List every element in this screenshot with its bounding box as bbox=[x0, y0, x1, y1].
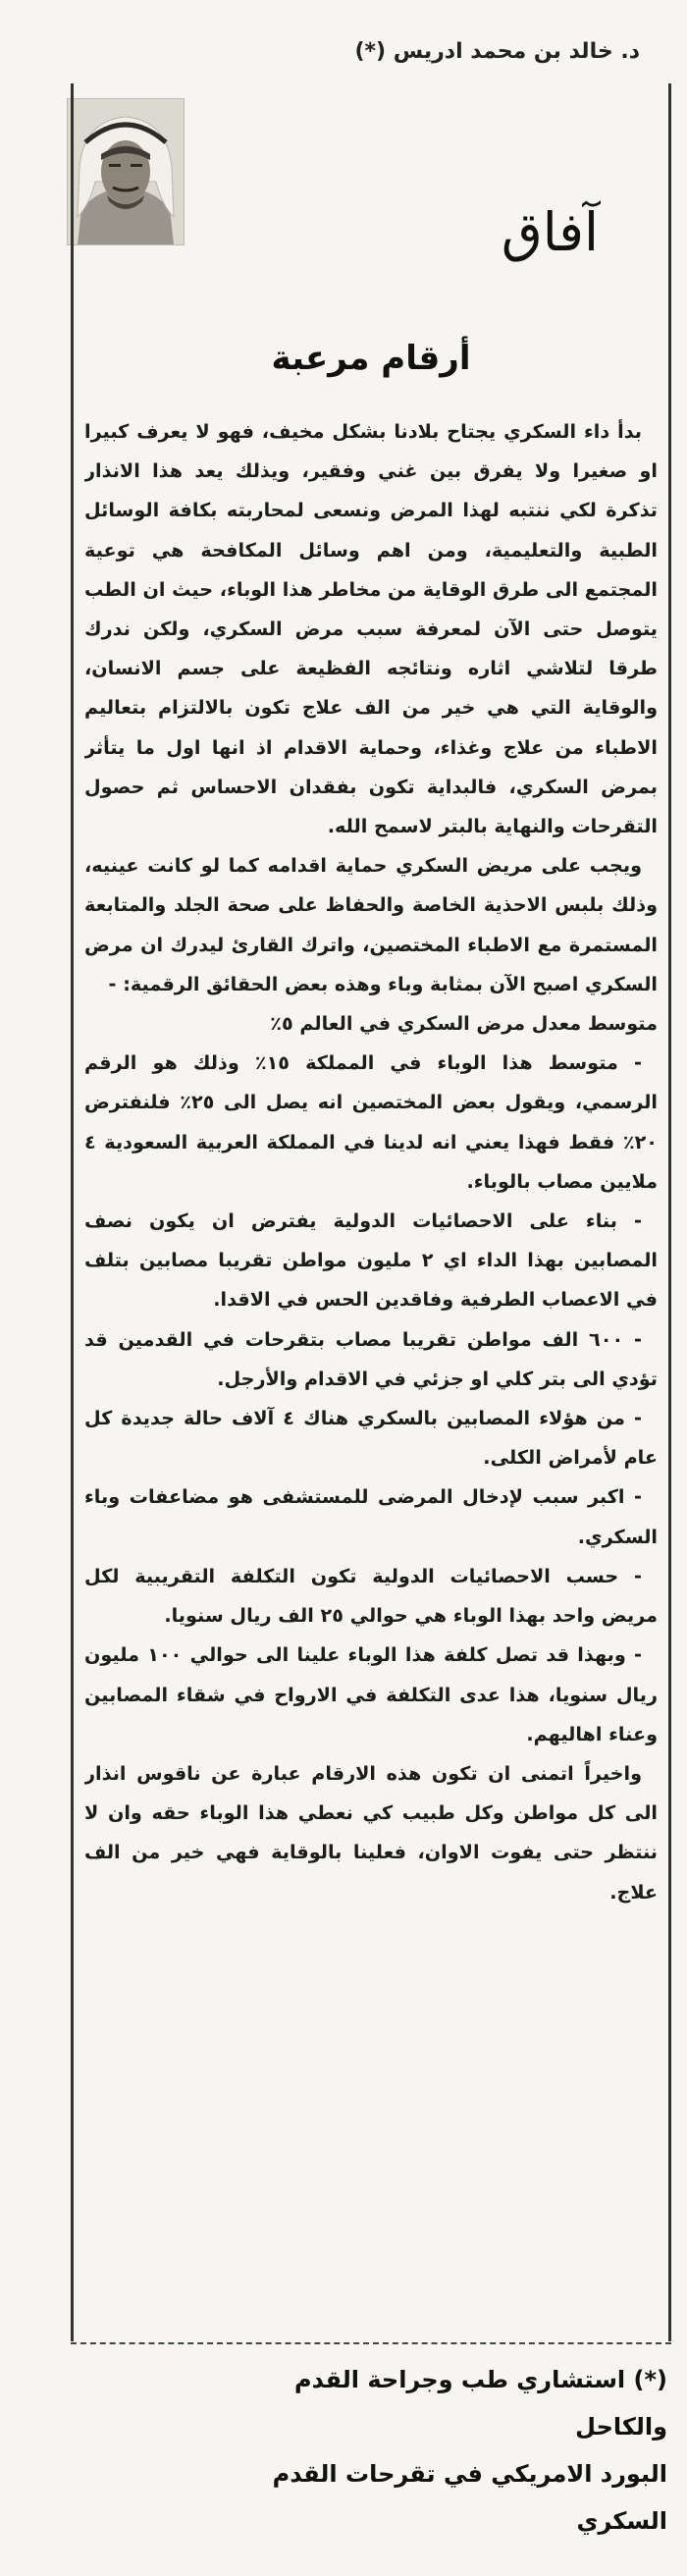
article-body bbox=[84, 412, 658, 2336]
statistic-item: - اكبر سبب لإدخال المرضى للمستشفى هو مضاعفات وباء السكري. bbox=[84, 1485, 658, 1548]
footnote-divider bbox=[71, 2342, 671, 2344]
footnote-line: والكاحل bbox=[575, 2413, 667, 2441]
statistic-item: - متوسط هذا الوباء في المملكة ١٥٪ وذلك هو الرقم الرسمي، ويقول بعض المختصين انه يصل الى ٢٥٪ فلنفترض ٢٠٪ فقط فهذا يعني انه لدينا في المملكة العربية السعودية ٤ ملايين مصاب بالوباء. bbox=[84, 1051, 658, 1193]
paragraph: واخيراً اتمنى ان تكون هذه الارقام عبارة عن ناقوس انذار الى كل مواطن وكل طبيب كي نعطي هذا الوباء حقه وان لا ننتظر حتى يفوت الاوان، فعلينا بالوقاية فهي خير من الف علاج. bbox=[84, 1761, 658, 1904]
author-byline: د. خالد بن محمد ادريس (*) bbox=[354, 39, 640, 64]
paragraph: بدأ داء السكري يجتاح بلادنا بشكل مخيف، فهو لا يعرف كبيرا او صغيرا ولا يفرق بين غني وفقير، ويذلك يعد هذا الانذار تذكرة لكي ننتبه لهذا المرض ونسعى لمحاربته بكافة الوسائل الطبية والتعليمية، ومن اهم وسائل المكافحة هي توعية المجتمع الى طرق الوقاية من مخاطر هذا الوباء، حيث ان الطب يتوصل حتى الآن لمعرفة سبب مرض السكري، ولكن ندرك طرقا لتلاشي اثاره ونتائجه الفظيعة على جسم الانسان، والوقاية التي هي خير من الف علاج تكون بالالتزام بتعاليم الاطباء من علاج وغذاء، وحماية الاقدام اذ انها اول ما يتأثر بمرض السكري، فالبداية تكون بفقدان الاحساس ثم حصول التقرحات والنهاية بالبتر لاسمح الله. bbox=[84, 420, 658, 838]
footnote-line: السكري bbox=[576, 2507, 667, 2535]
footnote-line: البورد الامريكي في تقرحات القدم bbox=[272, 2460, 667, 2488]
article-headline: أرقام مرعبة bbox=[271, 339, 471, 378]
statistic-item: - من هؤلاء المصابين بالسكري هناك ٤ آلاف حالة جديدة كل عام لأمراض الكلى. bbox=[84, 1407, 658, 1470]
paragraph: ويجب على مريض السكري حماية اقدامه كما لو كانت عينيه، وذلك بلبس الاحذية الخاصة والحفاظ على صحة الجلد والمتابعة المستمرة مع الاطباء المختصين، واترك القارئ ليدرك ان مرض السكري اصبح الآن بمثابة وباء وهذه بعض الحقائق الرقمية: - bbox=[84, 854, 658, 995]
statistic-item: - وبهذا قد تصل كلفة هذا الوباء علينا الى حوالي ١٠٠ مليون ريال سنويا، هذا عدى التكلفة في الارواح في شقاء المصابين وعناء اهاليهم. bbox=[84, 1643, 658, 1745]
statistic-item: - بناء على الاحصائيات الدولية يفترض ان يكون نصف المصابين بهذا الداء اي ٢ مليون مواطن تقريبا مصابين بتلف في الاعصاب الطرفية وفاقدين الحس في الاقدا. bbox=[84, 1209, 658, 1312]
column-name: آفاق bbox=[501, 201, 599, 263]
author-footnote bbox=[79, 2356, 667, 2545]
statistic-item: - حسب الاحصائيات الدولية تكون التكلفة التقريبية لكل مريض واحد بهذا الوباء هي حوالي ٢٥ الف ريال سنويا. bbox=[84, 1564, 658, 1628]
statistic-item: متوسط معدل مرض السكري في العالم ٥٪ bbox=[270, 1012, 658, 1036]
statistic-item: - ٦٠٠ الف مواطن تقريبا مصاب بتقرحات في القدمين قد تؤدي الى بتر كلي او جزئي في الاقدام والأرجل. bbox=[84, 1327, 658, 1390]
footnote-line: (*) استشاري طب وجراحة القدم bbox=[294, 2366, 667, 2393]
